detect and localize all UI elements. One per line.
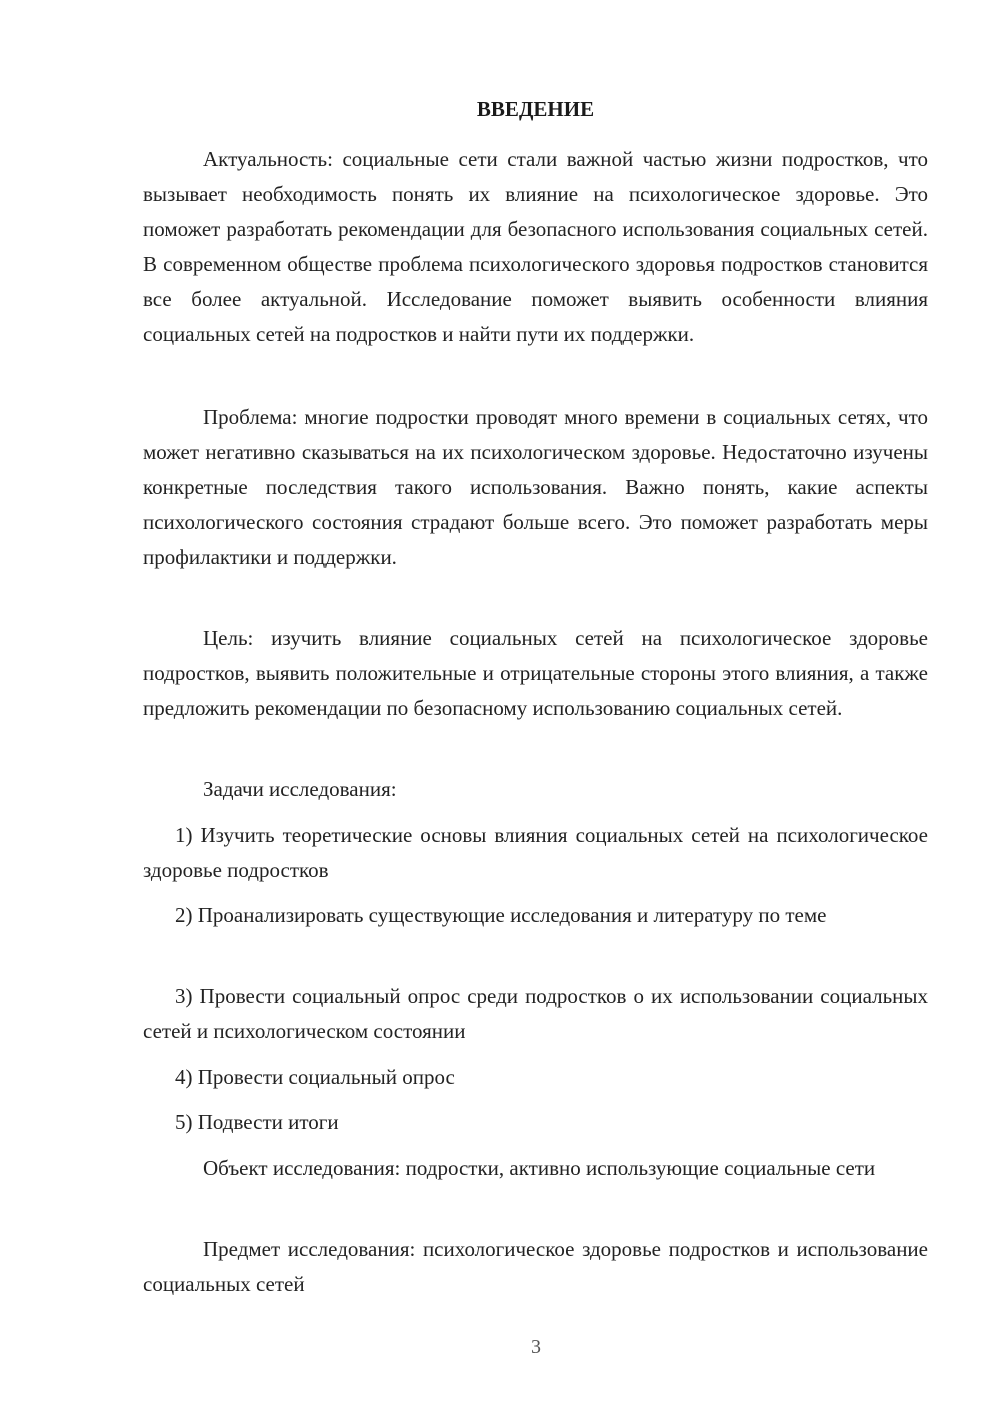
list-item: 4) Провести социальный опрос — [175, 1065, 455, 1089]
page-title: ВВЕДЕНИЕ — [476, 97, 595, 121]
paragraph-problem — [143, 400, 928, 575]
tasks-heading — [143, 772, 928, 807]
list-item: 3) Провести социальный опрос среди подростков о их использовании социальных сетей и психологическом состоянии — [143, 984, 928, 1043]
paragraph-text: Актуальность: социальные сети стали важной частью жизни подростков, что вызывает необходимость понять их влияние на психологическое здоровье. Это поможет разработать рекомендации для безопасного использования социальных сетей. В современном обществе проблема психологического здоровья подростков становится все более актуальной. Исследование поможет выявить особенности влияния социальных сетей на подростков и найти пути их поддержки. — [143, 147, 928, 346]
task-item-1 — [143, 818, 928, 888]
paragraph-text: Цель: изучить влияние социальных сетей на психологическое здоровье подростков, выявить положительные и отрицательные стороны этого влияния, а также предложить рекомендации по безопасному использованию социальных сетей. — [143, 626, 928, 720]
task-item-4 — [143, 1060, 928, 1095]
task-item-5 — [143, 1105, 928, 1140]
paragraph-text: Предмет исследования: психологическое здоровье подростков и использование социальных сетей — [143, 1237, 928, 1296]
paragraph-text: Объект исследования: подростки, активно использующие социальные сети — [203, 1156, 876, 1180]
paragraph-goal — [143, 621, 928, 726]
list-item: 1) Изучить теоретические основы влияния социальных сетей на психологическое здоровье подростков — [143, 823, 928, 882]
list-item: 5) Подвести итоги — [175, 1110, 339, 1134]
list-item: 2) Проанализировать существующие исследования и литературу по теме — [175, 903, 827, 927]
page-number: 3 — [531, 1336, 541, 1358]
task-item-2 — [143, 898, 928, 933]
task-item-3 — [143, 979, 928, 1049]
paragraph-text: Проблема: многие подростки проводят много времени в социальных сетях, что может негативно сказываться на их психологическом здоровье. Недостаточно изучены конкретные последствия такого использования. Важно понять, какие аспекты психологического состояния страдают больше всего. Это поможет разработать меры профилактики и поддержки. — [143, 405, 928, 569]
paragraph-relevance — [143, 142, 928, 352]
paragraph-object — [143, 1151, 928, 1186]
paragraph-subject — [143, 1232, 928, 1302]
paragraph-text: Задачи исследования: — [203, 777, 397, 801]
